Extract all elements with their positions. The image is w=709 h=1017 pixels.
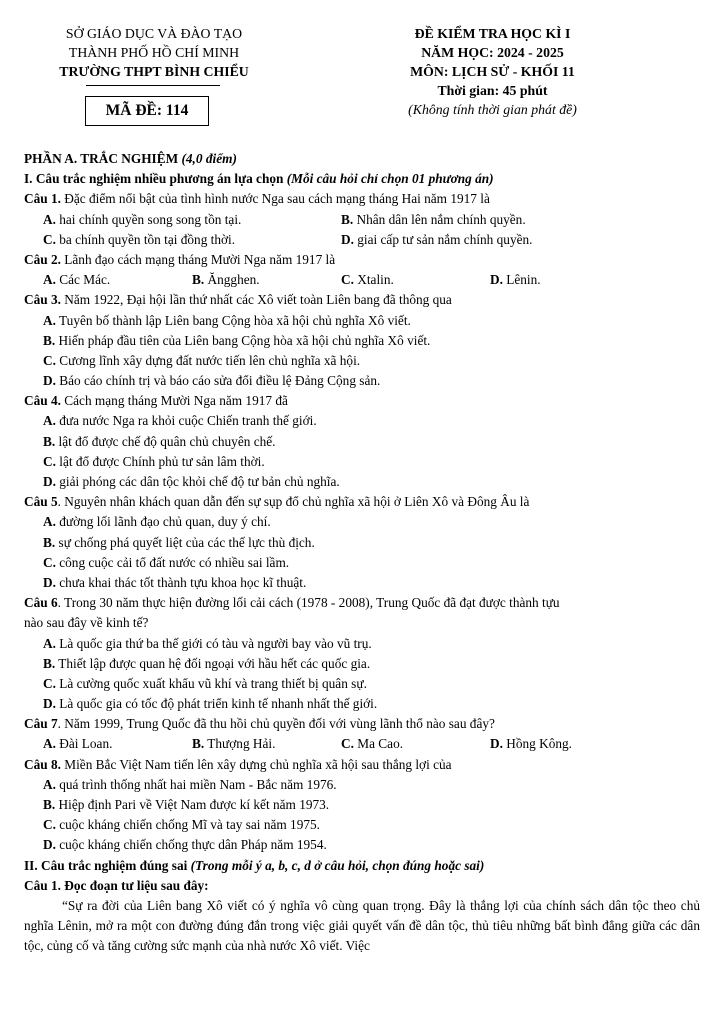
school-name: TRƯỜNG THPT BÌNH CHIỂU [59,64,249,79]
school-underline [86,85,220,86]
part-a-heading: PHẦN A. TRẮC NGHIỆM (4,0 điểm) [24,151,237,166]
question-6: Câu 6. Trong 30 năm thực hiện đường lối cải cách (1978 - 2008), Trung Quốc đã đạt được thành tựu [24,595,560,611]
option-a: A. Tuyên bố thành lập Liên bang Cộng hòa xã hội chủ nghĩa Xô viết. [43,312,411,328]
question-1: Câu 1. Đặc điểm nổi bật của tình hình nước Nga sau cách mạng tháng Hai năm 1917 là [24,191,490,207]
question-2-options [24,270,700,290]
question-3: Câu 3. Năm 1922, Đại hội lần thứ nhất các Xô viết toàn Liên bang đã thông qua [24,292,452,308]
option-a: A. quá trình thống nhất hai miền Nam - Bắc năm 1976. [43,776,337,792]
section-i-heading: I. Câu trắc nghiệm nhiều phương án lựa chọn (Mỗi câu hỏi chỉ chọn 01 phương án) [24,171,494,187]
option-d: D. Lênin. [490,272,541,288]
option-d: D. giải phóng các dân tộc khỏi chế độ tư bản chủ nghĩa. [43,474,340,489]
option-a: A. Các Mác. [43,272,111,288]
option-a: A. Là quốc gia thứ ba thế giới có tàu và người bay vào vũ trụ. [43,635,372,651]
question-1-options-row-2 [24,230,700,250]
option-b: B. Hiến pháp đầu tiên của Liên bang Cộng hòa xã hội chủ nghĩa Xô viết. [43,332,431,348]
subject: MÔN: LỊCH SỬ - KHỐI 11 [410,64,575,79]
option-d: D. Hồng Kông. [490,736,573,752]
question-6-continued: nào sau đây về kinh tế? [24,615,149,631]
option-c: C. công cuộc cải tổ đất nước có nhiều sai lầm. [43,554,290,570]
duration: Thời gian: 45 phút [437,83,548,98]
option-d: D. cuộc kháng chiến chống thực dân Pháp năm 1954. [43,837,327,853]
exam-code-box: MÃ ĐỀ: 114 [85,96,209,126]
question-1-options-row-1 [24,210,700,230]
tf-question-1-label: Câu 1. Đọc đoạn tư liệu sau đây: [24,877,209,893]
header-left [28,24,280,81]
department-name: SỞ GIÁO DỤC VÀ ĐÀO TẠO [65,26,243,41]
header-right [355,24,630,119]
school-year: NĂM HỌC: 2024 - 2025 [421,45,564,60]
option-b: B. Nhân dân lên nắm chính quyền. [341,211,526,227]
option-b: B. Thượng Hải. [192,736,276,752]
question-8: Câu 8. Miền Bắc Việt Nam tiến lên xây dựng chủ nghĩa xã hội sau thắng lợi của [24,756,452,772]
question-7: Câu 7. Năm 1999, Trung Quốc đã thu hồi chủ quyền đối với vùng lãnh thổ nào sau đây? [24,716,495,732]
question-2: Câu 2. Lãnh đạo cách mạng tháng Mười Nga năm 1917 là [24,251,336,267]
option-c: C. Xtalin. [341,272,394,288]
option-c: C. Ma Cao. [341,736,404,752]
option-b: B. sự chống phá quyết liệt của các thế lực thù địch. [43,534,315,550]
option-b: B. Thiết lập được quan hệ đối ngoại với hầu hết các quốc gia. [43,655,371,671]
option-a: A. hai chính quyền song song tồn tại. [43,211,242,227]
option-d: D. chưa khai thác tốt thành tựu khoa học kĩ thuật. [43,574,307,590]
option-b: B. Ăngghen. [192,272,260,288]
exam-content [24,149,700,957]
option-b: B. lật đổ được chế độ quân chủ chuyên chế. [43,433,276,449]
exam-title: ĐỀ KIỂM TRA HỌC KÌ I [414,26,571,41]
option-d: D. Là quốc gia có tốc độ phát triển kinh tế nhanh nhất thế giới. [43,696,378,712]
question-5: Câu 5. Nguyên nhân khách quan dẫn đến sự sụp đổ chủ nghĩa xã hội ở Liên Xô và Đông Âu là [24,494,530,510]
option-b: B. Hiệp định Pari về Việt Nam được kí kết năm 1973. [43,797,330,812]
option-a: A. đưa nước Nga ra khỏi cuộc Chiến tranh thế giới. [43,413,317,429]
option-a: A. Đài Loan. [43,736,113,752]
option-d: D. Báo cáo chính trị và báo cáo sửa đổi điều lệ Đảng Cộng sản. [43,373,381,389]
option-c: C. lật đổ được Chính phủ tư sản lâm thời. [43,453,265,469]
question-4: Câu 4. Cách mạng tháng Mười Nga năm 1917 đã [24,393,288,409]
city-name: THÀNH PHỐ HỒ CHÍ MINH [68,45,240,60]
option-c: C. Là cường quốc xuất khẩu vũ khí và trang thiết bị quân sự. [43,675,367,691]
option-c: C. ba chính quyền tồn tại đồng thời. [43,231,236,247]
duration-note: (Không tính thời gian phát đề) [408,102,577,117]
option-a: A. đường lối lãnh đạo chủ quan, duy ý chí. [43,514,271,530]
option-c: C. Cương lĩnh xây dựng đất nước tiến lên chủ nghĩa xã hội. [43,352,361,368]
option-d: D. giai cấp tư sản nắm chính quyền. [341,231,533,247]
question-7-options [24,734,700,754]
section-ii-heading: II. Câu trắc nghiệm đúng sai (Trong mỗi ý a, b, c, d ở câu hỏi, chọn đúng hoặc sai) [24,857,485,873]
tf-question-1-passage: “Sự ra đời của Liên bang Xô viết có ý nghĩa vô cùng quan trọng. Đây là thắng lợi của chính sách dân tộc theo chủ nghĩa Lênin, mở ra một con đường đúng đắn trong việc giải quyết vấn đề dân tộc, thủ tiêu những bất bình đẳng giữa các dân tộc, củng cố và tăng cường sức mạnh của nhà nước Xô viết. Việc [24,897,700,954]
option-c: C. cuộc kháng chiến chống Mĩ và tay sai năm 1975. [43,817,320,833]
